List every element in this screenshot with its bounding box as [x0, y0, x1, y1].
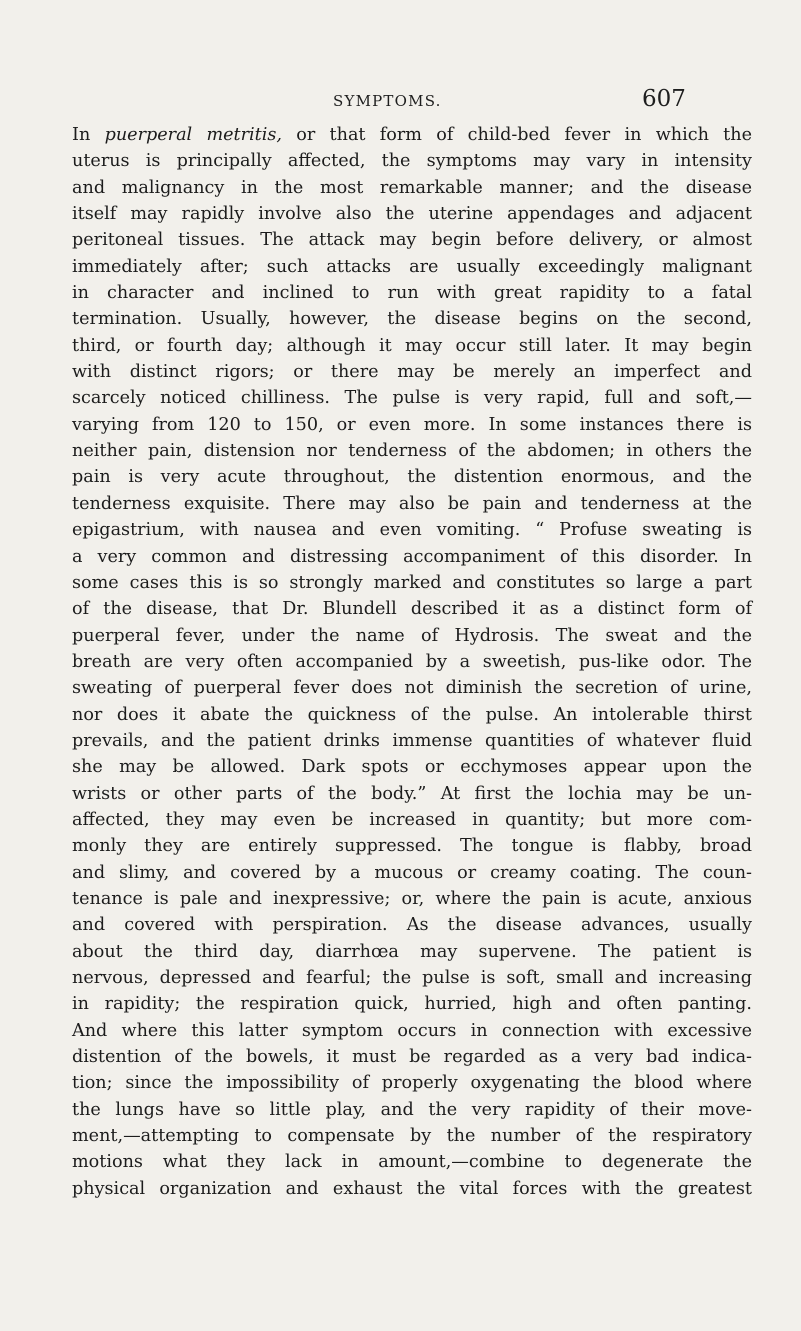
text-line: ment,—attempting to compensate by the number of the respiratory — [72, 1126, 752, 1147]
page-header — [0, 86, 801, 116]
text-line: tenderness exquisite. There may also be pain and tenderness at the — [72, 493, 752, 514]
text-line: the lungs have so little play, and the very rapidity of their move- — [72, 1099, 752, 1120]
text-line: prevails, and the patient drinks immense quantities of whatever fluid — [72, 730, 752, 751]
text-line: termination. Usually, however, the disease begins on the second, — [72, 309, 752, 330]
text-line: breath are very often accompanied by a sweetish, pus-like odor. The — [72, 651, 752, 672]
text-line: scarcely noticed chilliness. The pulse is very rapid, full and soft,— — [72, 388, 752, 409]
line-rest: or that form of child-bed fever in which the — [281, 125, 752, 145]
text-line: wrists or other parts of the body.” At first the lochia may be un- — [72, 783, 752, 804]
text-line: tion; since the impossibility of properly oxygenating the blood where — [72, 1073, 752, 1094]
text-line: third, or fourth day; although it may occur still later. It may begin — [72, 335, 752, 356]
body-paragraph — [72, 122, 752, 1202]
text-line: tenance is pale and inexpressive; or, where the pain is acute, anxious — [72, 888, 752, 909]
text-line: affected, they may even be increased in quantity; but more com- — [72, 809, 752, 830]
text-line: and malignancy in the most remarkable manner; and the disease — [72, 177, 752, 198]
text-line: about the third day, diarrhœa may supervene. The patient is — [72, 941, 752, 962]
text-line: and covered with perspiration. As the disease advances, usually — [72, 915, 752, 936]
text-line: nervous, depressed and fearful; the pulse is soft, small and increasing — [72, 968, 752, 988]
text-line: of the disease, that Dr. Blundell described it as a distinct form of — [72, 599, 752, 620]
text-line: monly they are entirely suppressed. The tongue is flabby, broad — [72, 836, 752, 857]
text-line: she may be allowed. Dark spots or ecchymoses appear upon the — [72, 757, 752, 778]
line-prefix: In — [72, 125, 105, 145]
text-line: physical organization and exhaust the vital forces with the greatest — [72, 1178, 752, 1199]
page-number: 607 — [642, 86, 686, 112]
text-line: a very common and distressing accompaniment of this disorder. In — [72, 546, 752, 567]
text-line: epigastrium, with nausea and even vomiting. “ Profuse sweating is — [72, 520, 752, 541]
italic-term: puerperal metritis, — [104, 125, 282, 145]
text-line: some cases this is so strongly marked and constitutes so large a part — [72, 572, 752, 593]
text-line: varying from 120 to 150, or even more. In some instances there is — [72, 414, 752, 435]
text-line: itself may rapidly involve also the uterine appendages and adjacent — [72, 204, 752, 225]
text-line: immediately after; such attacks are usually exceedingly malignant — [72, 256, 752, 277]
text-line: motions what they lack in amount,—combine to degenerate the — [72, 1152, 752, 1173]
text-line: nor does it abate the quickness of the pulse. An intolerable thirst — [72, 704, 752, 725]
text-line: neither pain, distension nor tenderness of the abdomen; in others the — [72, 441, 752, 462]
text-line: in character and inclined to run with great rapidity to a fatal — [72, 283, 752, 304]
text-line: distention of the bowels, it must be regarded as a very bad indica- — [72, 1047, 752, 1068]
text-line: peritoneal tissues. The attack may begin before delivery, or almost — [72, 230, 752, 251]
text-line: sweating of puerperal fever does not diminish the secretion of urine, — [72, 678, 752, 699]
text-line: pain is very acute throughout, the distention enormous, and the — [72, 467, 752, 488]
text-line: And where this latter symptom occurs in connection with excessive — [72, 1020, 752, 1041]
running-head: SYMPTOMS. — [333, 92, 442, 110]
text-line: uterus is principally affected, the symptoms may vary in intensity — [72, 151, 752, 172]
text-line: in rapidity; the respiration quick, hurried, high and often panting. — [72, 994, 752, 1015]
text-line-first — [72, 122, 752, 148]
text-line: and slimy, and covered by a mucous or creamy coating. The coun- — [72, 862, 752, 883]
text-line: puerperal fever, under the name of Hydrosis. The sweat and the — [72, 625, 752, 646]
text-line: with distinct rigors; or there may be merely an imperfect and — [72, 362, 752, 383]
